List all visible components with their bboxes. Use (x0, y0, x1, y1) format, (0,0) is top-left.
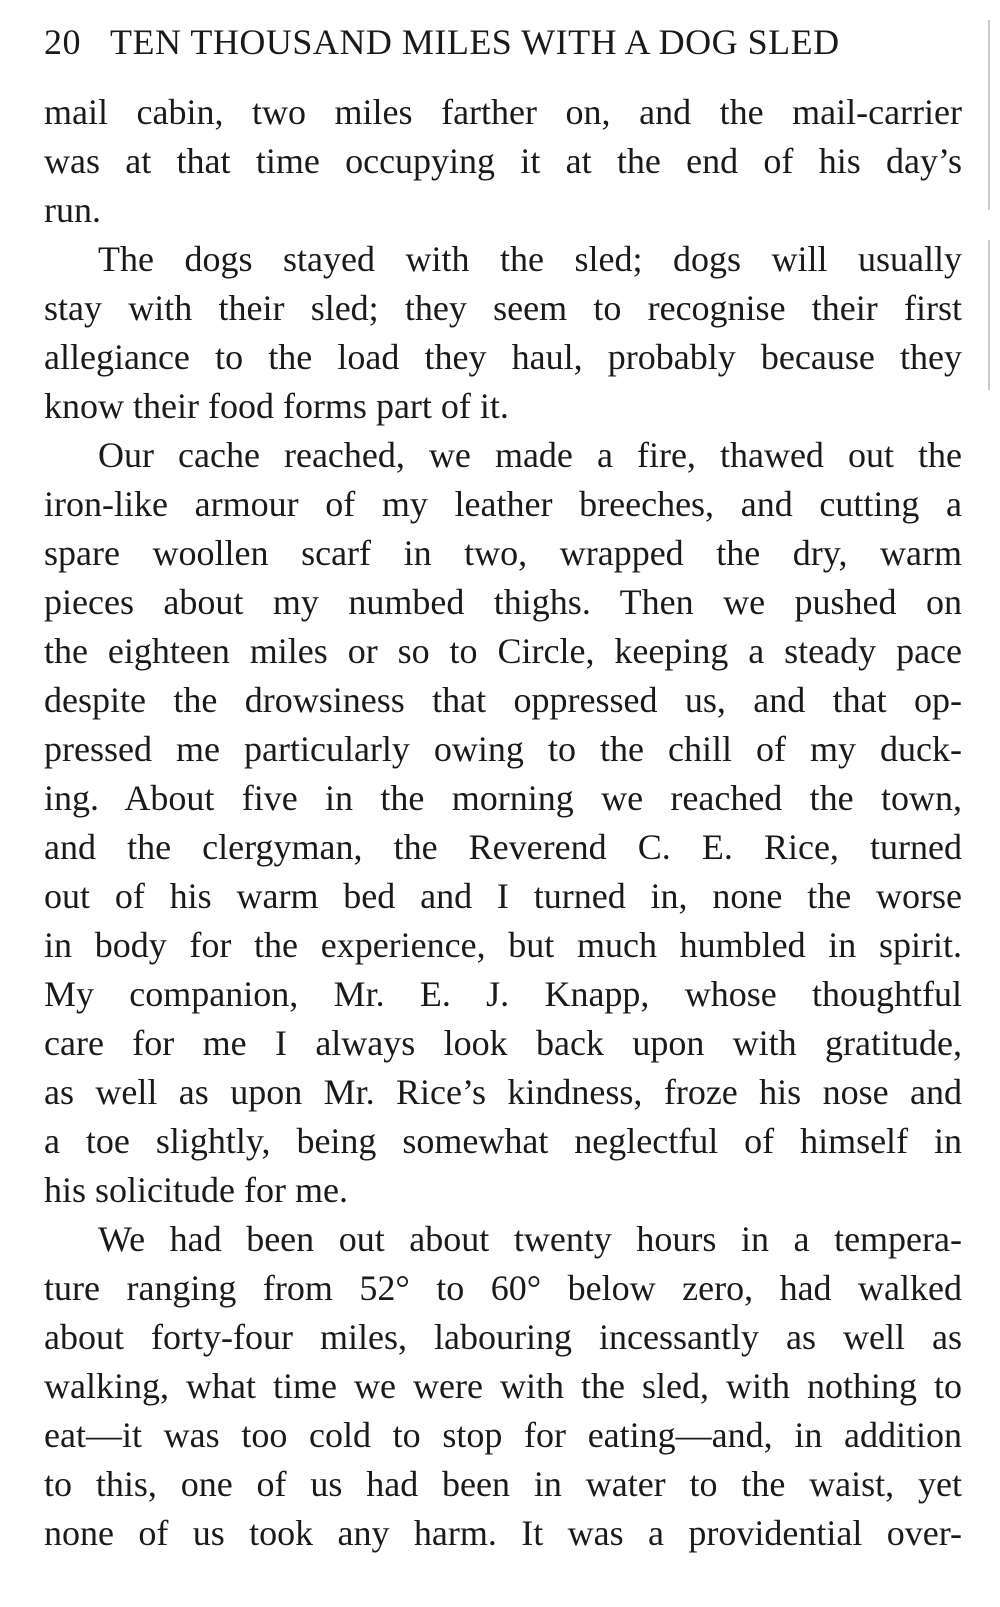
page-number: 20 (44, 22, 81, 62)
text-line: eat—it was too cold to stop for eating—and, in addition (44, 1415, 962, 1455)
text-line: The dogs stayed with the sled; dogs will usually (98, 239, 962, 279)
text-line: know their food forms part of it. (44, 386, 509, 426)
text-line: despite the drowsiness that oppressed us, and that op- (44, 680, 962, 720)
body-text (44, 88, 962, 1558)
text-line: spare woollen scarf in two, wrapped the dry, warm (44, 533, 962, 573)
paragraph-4 (44, 1215, 962, 1558)
text-line: as well as upon Mr. Rice’s kindness, froze his nose and (44, 1072, 962, 1112)
text-line: a toe slightly, being somewhat neglectful of himself in (44, 1121, 962, 1161)
text-line: and the clergyman, the Reverend C. E. Rice, turned (44, 827, 962, 867)
text-line: out of his warm bed and I turned in, none the worse (44, 876, 962, 916)
text-line: the eighteen miles or so to Circle, keeping a steady pace (44, 631, 962, 671)
text-line: his solicitude for me. (44, 1170, 348, 1210)
running-title: TEN THOUSAND MILES WITH A DOG SLED (110, 22, 840, 62)
running-head (44, 14, 964, 70)
text-line: My companion, Mr. E. J. Knapp, whose thoughtful (44, 974, 962, 1014)
paragraph-3 (44, 431, 962, 1215)
text-line: care for me I always look back upon with gratitude, (44, 1023, 962, 1063)
text-line: mail cabin, two miles farther on, and the mail-carrier (44, 92, 962, 132)
text-line: none of us took any harm. It was a providential over- (44, 1513, 962, 1553)
text-line: ing. About five in the morning we reached the town, (44, 778, 962, 818)
text-line: walking, what time we were with the sled, with nothing to (44, 1366, 962, 1406)
text-line: in body for the experience, but much humbled in spirit. (44, 925, 962, 965)
text-line: run. (44, 190, 101, 230)
text-line: about forty-four miles, labouring incessantly as well as (44, 1317, 962, 1357)
text-line: stay with their sled; they seem to recognise their first (44, 288, 962, 328)
text-line: pressed me particularly owing to the chill of my duck- (44, 729, 962, 769)
text-line: Our cache reached, we made a fire, thawed out the (98, 435, 962, 475)
text-line: We had been out about twenty hours in a tempera- (98, 1219, 962, 1259)
text-line: allegiance to the load they haul, probably because they (44, 337, 962, 377)
text-line: was at that time occupying it at the end of his day’s (44, 141, 962, 181)
page-edge-shadow (988, 240, 990, 390)
text-line: pieces about my numbed thighs. Then we pushed on (44, 582, 962, 622)
paragraph-2 (44, 235, 962, 431)
text-line: iron-like armour of my leather breeches, and cutting a (44, 484, 962, 524)
text-line: to this, one of us had been in water to the waist, yet (44, 1464, 962, 1504)
text-line: ture ranging from 52° to 60° below zero, had walked (44, 1268, 962, 1308)
page-edge-shadow (988, 20, 990, 210)
paragraph-1 (44, 88, 962, 235)
